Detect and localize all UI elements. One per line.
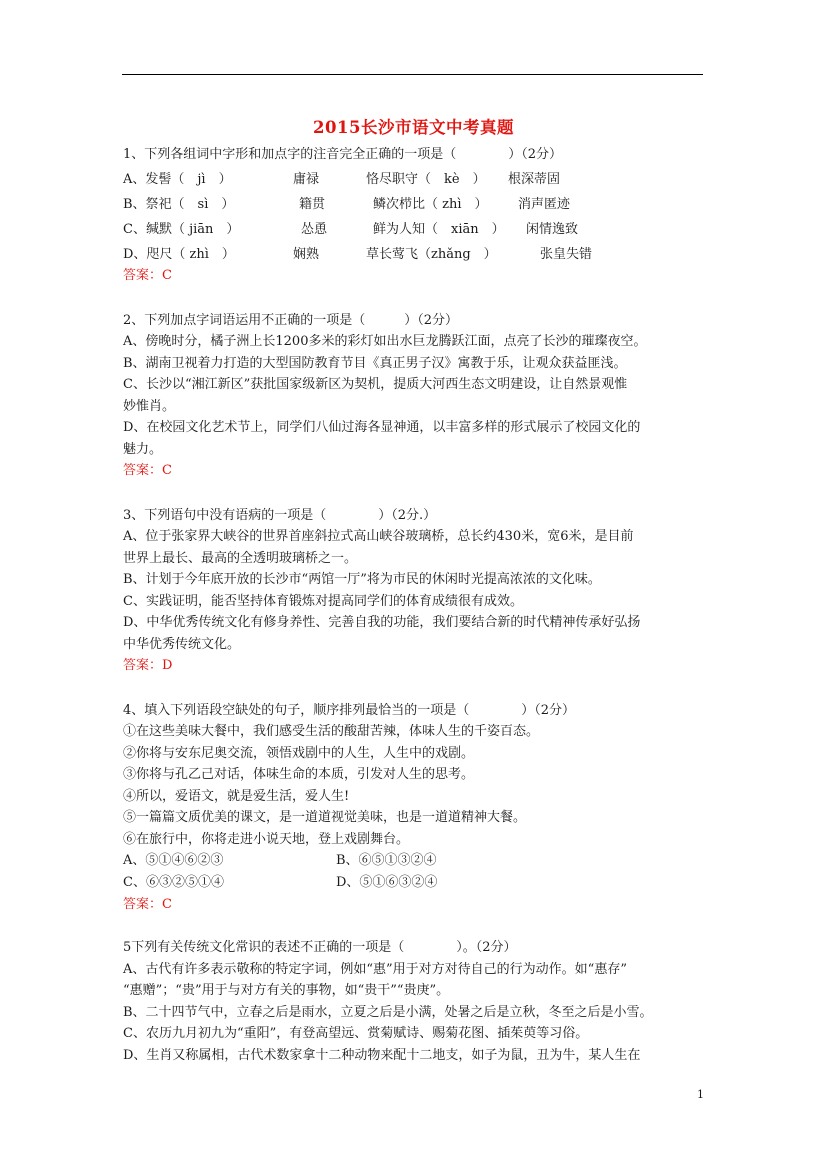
q4-option-b: B、⑥⑤①③②④ xyxy=(336,853,437,868)
q2-line: B、湖南卫视着力打造的大型国防教育节目《真正男子汉》寓教于乐，让观众获益匪浅。 xyxy=(123,356,627,371)
q1-b-col2: 籍贯 xyxy=(299,197,326,212)
q5-stem: 5下列有关传统文化常识的表述不正确的一项是（ ）。（2分） xyxy=(123,940,517,955)
q1-c-col2: 怂恿 xyxy=(301,222,328,237)
header-rule xyxy=(122,74,703,75)
q2-line: 妙惟肖。 xyxy=(123,399,176,414)
q1-answer: 答案：C xyxy=(123,268,172,283)
q1-c-col3: 鲜为人知（ xiān ） xyxy=(373,222,505,237)
q3-line: D、中华优秀传统文化有修身养性、完善自我的功能，我们要结合新的时代精神传承好弘扬 xyxy=(123,615,641,630)
q3-line: 中华优秀传统文化。 xyxy=(123,637,241,652)
q2-line: C、长沙以“湘江新区”获批国家级新区为契机，提质大河西生态文明建设，让自然景观惟 xyxy=(123,377,628,392)
q4-sentence: ⑥在旅行中，你将走进小说天地，登上戏剧舞台。 xyxy=(123,832,410,847)
q1-a-col1: A、发髻（ jì ） xyxy=(123,172,232,187)
page-number: 1 xyxy=(697,1088,704,1101)
q4-option-d: D、⑤①⑥③②④ xyxy=(336,875,438,890)
q3-line: B、计划于今年底开放的长沙市“两馆一厅”将为市民的休闲时光提高浓浓的文化味。 xyxy=(123,572,601,587)
q1-b-col1: B、祭祀（ sì ） xyxy=(123,197,235,212)
q1-d-col1: D、咫尺（ zhì ） xyxy=(123,247,235,262)
q4-sentence: ④所以，爱语文，就是爱生活，爱人生! xyxy=(123,789,350,804)
q1-b-col3: 鳞次栉比（ zhì ） xyxy=(373,197,488,212)
q1-stem: 1、下列各组词中字形和加点字的注音完全正确的一项是（ ）（2分） xyxy=(123,147,563,162)
q5-line: A、古代有许多表示敬称的特定字词，例如“惠”用于对方对待自己的行为动作。如“惠存” xyxy=(123,962,627,977)
q4-sentence: ②你将与安东尼奥交流，领悟戏剧中的人生，人生中的戏剧。 xyxy=(123,746,475,761)
q4-answer: 答案：C xyxy=(123,897,172,912)
q4-option-a: A、⑤①④⑥②③ xyxy=(123,853,224,868)
q5-line: B、二十四节气中，立春之后是雨水，立夏之后是小满，处暑之后是立秋，冬至之后是小雪。 xyxy=(123,1005,653,1020)
q2-line: 魅力。 xyxy=(123,442,163,457)
q3-line: C、实践证明，能否坚持体育锻炼对提高同学们的体育成绩很有成效。 xyxy=(123,594,523,609)
q4-sentence: ③你将与孔乙己对话，体味生命的本质，引发对人生的思考。 xyxy=(123,767,475,782)
page-title: 2015长沙市语文中考真题 xyxy=(313,118,514,137)
q5-line: “惠赠”；“贵”用于与对方有关的事物，如“贵干”“贵庚”。 xyxy=(123,983,450,998)
q1-b-col4: 消声匿迹 xyxy=(518,197,571,212)
q5-line: D、生肖又称属相，古代术数家拿十二种动物来配十二地支，如子为鼠，丑为牛，某人生在 xyxy=(123,1048,641,1063)
q4-sentence: ①在这些美味大餐中，我们感受生活的酸甜苦辣，体味人生的千姿百态。 xyxy=(123,724,540,739)
q1-d-col4: 张皇失错 xyxy=(540,247,593,262)
q3-stem: 3、下列语句中没有语病的一项是（ ）（2分.） xyxy=(123,508,437,523)
q4-option-c: C、⑥③②⑤①④ xyxy=(123,875,224,890)
q1-c-col4: 闲情逸致 xyxy=(526,222,579,237)
q2-line: D、在校园文化艺术节上，同学们八仙过海各显神通，以丰富多样的形式展示了校园文化的 xyxy=(123,420,641,435)
q4-stem: 4、填入下列语段空缺处的句子，顺序排列最恰当的一项是（ ）（2分） xyxy=(123,703,576,718)
q5-line: C、农历九月初九为“重阳”，有登高望远、赏菊赋诗、赐菊花图、插茱萸等习俗。 xyxy=(123,1026,589,1041)
q1-c-col1: C、缄默（ jiān ） xyxy=(123,222,240,237)
q3-answer: 答案：D xyxy=(123,658,173,673)
q2-answer: 答案：C xyxy=(123,463,172,478)
q2-line: A、傍晚时分，橘子洲上长1200多米的彩灯如出水巨龙腾跃江面，点亮了长沙的璀璨夜空。 xyxy=(123,334,647,349)
q1-d-col3: 草长莺飞（zhǎng ） xyxy=(366,247,497,262)
q3-line: 世界上最长、最高的全透明玻璃桥之一。 xyxy=(123,551,358,566)
q1-a-col3: 恪尽职守（ kè ） xyxy=(366,172,486,187)
q1-a-col4: 根深蒂固 xyxy=(508,172,561,187)
q4-sentence: ⑤一篇篇文质优美的课文，是一道道视觉美味，也是一道道精神大餐。 xyxy=(123,810,527,825)
q1-d-col2: 娴熟 xyxy=(293,247,320,262)
q3-line: A、位于张家界大峡谷的世界首座斜拉式高山峡谷玻璃桥，总长约430米，宽6米，是目前 xyxy=(123,529,634,544)
q1-a-col2: 庸禄 xyxy=(293,172,320,187)
q2-stem: 2、下列加点字词语运用不正确的一项是（ ）（2分） xyxy=(123,313,459,328)
